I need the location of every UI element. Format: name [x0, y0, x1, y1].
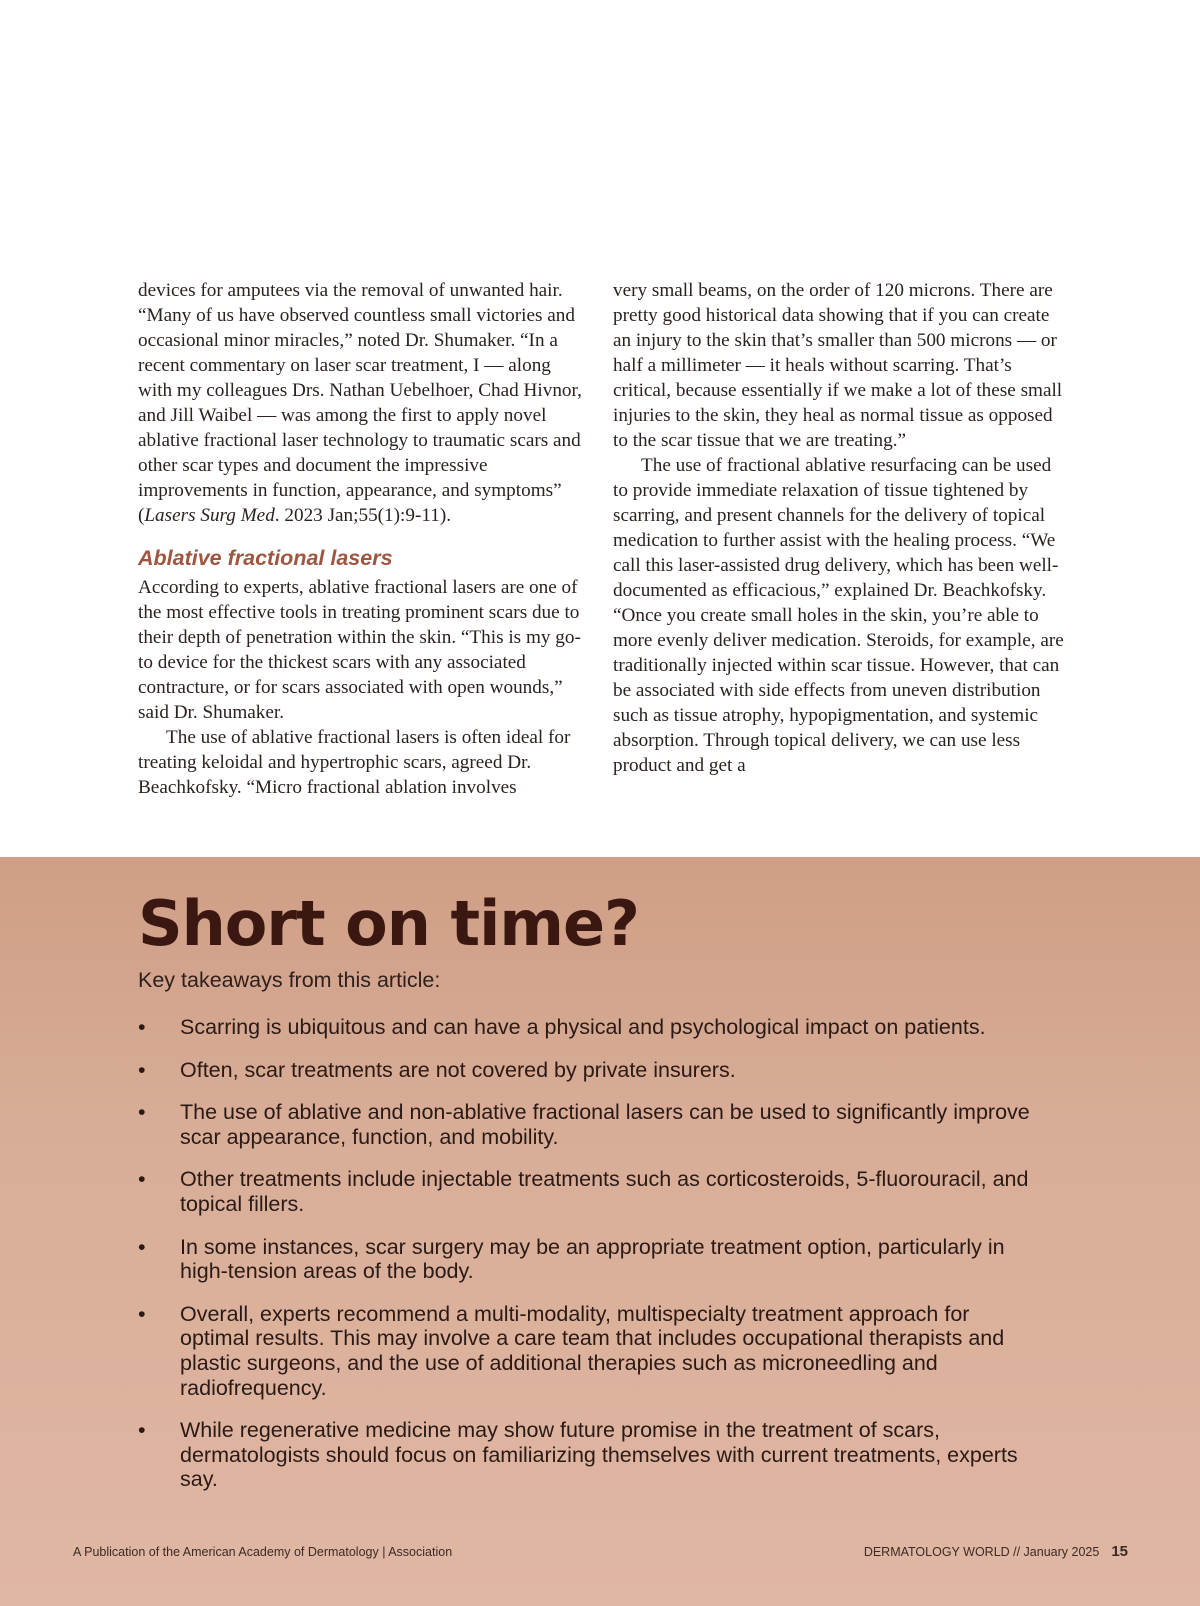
panel-title: Short on time?: [138, 887, 640, 960]
bullet-icon: •: [138, 1100, 146, 1125]
paragraph: The use of ablative fractional lasers is often ideal for treating keloidal and hypertrophic scars, agreed Dr. Beachkofsky. “Micro fractional ablation involves: [138, 727, 571, 798]
section-heading: Ablative fractional lasers: [138, 546, 393, 570]
bullet-icon: •: [138, 1234, 146, 1259]
paragraph: devices for amputees via the removal of unwanted hair. “Many of us have observed countless small victories and occasional minor miracles,” noted Dr. Shumaker. “In a recent commentary on laser scar treatment, I — along with my colleagues Drs. Nathan Uebelhoer, Chad Hivnor, and Jill Waibel — was among the first to apply novel ablative fractional laser technology to traumatic scars and other scar types and document the impressive improvements in function, appearance, and symptoms” (Lasers Surg Med. 2023 Jan;55(1):9-11).: [138, 280, 582, 526]
takeaway-item: • The use of ablative and non-ablative fractional lasers can be used to significantly improve scar appearance, function, and mobility.: [138, 1100, 1030, 1149]
takeaway-list: [138, 1015, 1038, 1510]
takeaway-item: • In some instances, scar surgery may be an appropriate treatment option, particularly in high-tension areas of the body.: [138, 1234, 1005, 1284]
footer-publication: DERMATOLOGY WORLD // January 2025: [863, 1545, 1100, 1559]
citation-journal: Lasers Surg Med: [144, 505, 275, 526]
article-body: [138, 278, 1068, 800]
takeaway-item: • Scarring is ubiquitous and can have a physical and psychological impact on patients.: [138, 1015, 986, 1039]
article-column-left: [138, 278, 586, 800]
takeaway-item: • Overall, experts recommend a multi-modality, multispecialty treatment approach for optimal results. This may involve a care team that includes occupational therapists and plastic surgeons, and the use of additional therapies such as microneedling and radiofrequency.: [138, 1301, 1005, 1400]
paragraph: very small beams, on the order of 120 microns. There are pretty good historical data showing that if you can create an injury to the skin that’s smaller than 500 microns — or half a millimeter — it heals without scarring. That’s critical, because essentially if we make a lot of these small injuries to the skin, they heal as normal tissue as opposed to the scar tissue that we are treating.”: [613, 280, 1063, 451]
footer-publisher: A Publication of the American Academy of Dermatology | Association: [73, 1545, 453, 1559]
bullet-icon: •: [138, 1167, 146, 1192]
paragraph: According to experts, ablative fractional lasers are one of the most effective tools in treating prominent scars due to their depth of penetration within the skin. “This is my go-to device for the thickest scars with any associated contracture, or for scars associated with open wounds,” said Dr. Shumaker.: [138, 577, 581, 723]
bullet-icon: •: [138, 1015, 146, 1039]
page-footer: [0, 1542, 1200, 1564]
bullet-icon: •: [138, 1057, 146, 1082]
article-column-right: [613, 278, 1068, 800]
paragraph: The use of fractional ablative resurfacing can be used to provide immediate relaxation of tissue tightened by scarring, and present channels for the delivery of topical medication to further assist with the healing process. “We call this laser-assisted drug delivery, which has been well-documented as efficacious,” explained Dr. Beachkofsky. “Once you create small holes in the skin, you’re able to more evenly deliver medication. Steroids, for example, are traditionally injected within scar tissue. However, that can be associated with side effects from uneven distribution such as tissue atrophy, hypopigmentation, and systemic absorption. Through topical delivery, we can use less product and get a: [613, 455, 1064, 776]
bullet-icon: •: [138, 1418, 146, 1443]
takeaway-item: • Other treatments include injectable treatments such as corticosteroids, 5-fluorouracil, and topical fillers.: [138, 1167, 1029, 1216]
footer-right: [864, 1543, 1128, 1560]
takeaway-item: • While regenerative medicine may show future promise in the treatment of scars, dermatologists should focus on familiarizing themselves with current treatments, experts say.: [138, 1418, 1018, 1492]
bullet-icon: •: [138, 1301, 146, 1326]
takeaway-item: • Often, scar treatments are not covered by private insurers.: [138, 1057, 736, 1082]
key-takeaways-panel: [0, 857, 1200, 1606]
panel-intro: Key takeaways from this article:: [138, 968, 441, 992]
page-number: 15: [1111, 1543, 1128, 1560]
